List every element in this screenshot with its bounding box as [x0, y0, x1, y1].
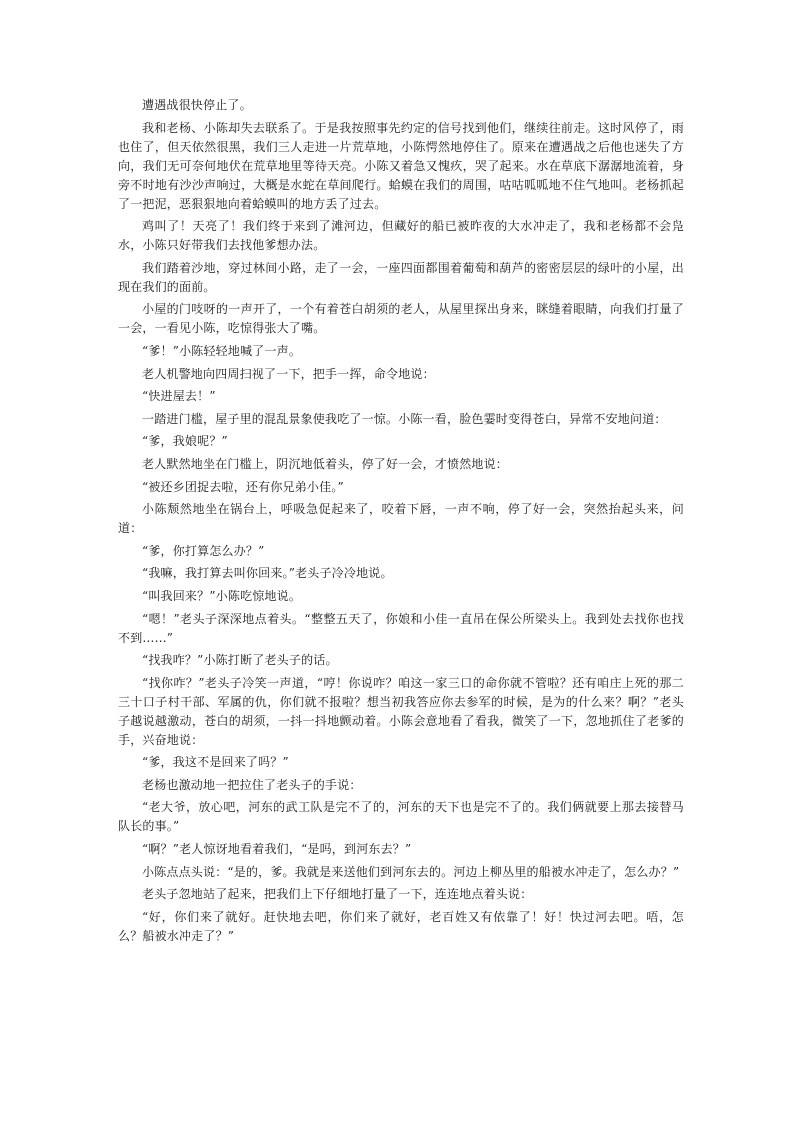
- paragraph: 老人机警地向四周扫视了一下，把手一挥，命令地说：: [142, 366, 435, 381]
- paragraph: “啊？”老人惊讶地看着我们，“是吗，到河东去？”: [142, 842, 412, 857]
- paragraph: “好，你们来了就好。赶快地去吧，你们来了就好，老百姓又有依靠了！好！快过河去吧。唔，怎么？船被水冲走了？”: [118, 909, 684, 943]
- paragraph: “快进屋去！”: [142, 389, 216, 404]
- paragraph: 遭遇战很快停止了。: [142, 98, 252, 112]
- paragraph: “爹，我这不是回来了吗？”: [142, 755, 289, 770]
- paragraph: 小屋的门吱呀的一声开了，一个有着苍白胡须的老人，从屋里探出身来，眯缝着眼睛，向我们打量了一会，一看见小陈，吃惊得张大了嘴。: [118, 302, 684, 336]
- paragraph: “爹，你打算怎么办？”: [142, 543, 265, 558]
- paragraph: 老头子忽地站了起来，把我们上下仔细地打量了一下，连连地点着头说：: [142, 887, 533, 902]
- paragraph: “叫我回来？”小陈吃惊地说。: [142, 588, 302, 603]
- paragraph: 老杨也激动地一把拉住了老头子的手说：: [142, 777, 362, 792]
- document-page: [118, 96, 684, 949]
- paragraph: 鸡叫了！天亮了！我们终于来到了滩河边，但藏好的船已被昨夜的大水冲走了，我和老杨都不会凫水，小陈只好带我们去找他爹想办法。: [118, 219, 684, 253]
- paragraph: “爹，我娘呢？”: [142, 434, 228, 449]
- paragraph: “我嘛，我打算去叫你回来。”老头子冷冷地说。: [142, 566, 393, 581]
- paragraph: “找你咋？”老头子冷笑一声道，“哼！你说咋？咱这一家三口的命你就不管啦？还有咱庄上死的那二三十口子村干部、军属的仇，你们就不报啦？想当初我答应你去参军的时候，是为的什么来？啊？”老头子越说越激动，苍白的胡须，一抖一抖地颤动着。小陈会意地看了看我，微笑了一下，忽地抓住了老爹的手，兴奋地说：: [118, 675, 684, 747]
- paragraph: 小陈颓然地坐在锅台上，呼吸急促起来了，咬着下唇，一声不响，停了好一会，突然抬起头来，问道：: [118, 502, 684, 536]
- paragraph: “老大爷，放心吧，河东的武工队是完不了的，河东的天下也是完不了的。我们俩就要上那去接替马队长的事。”: [118, 800, 684, 834]
- paragraph: 小陈点点头说：“是的，爹。我就是来送他们到河东去的。河边上柳丛里的船被水冲走了，怎么办？”: [142, 864, 680, 879]
- paragraph: 我和老杨、小陈却失去联系了。于是我按照事先约定的信号找到他们，继续往前走。这时风停了，雨也住了，但天依然很黑，我们三人走进一片荒草地，小陈愕然地停住了。原来在遭遇战之后他也迷失了方向，我们无可奈何地伏在荒草地里等待天亮。小陈又着急又愧疚，哭了起来。水在草底下潺潺地流着，身旁不时地有沙沙声响过，大概是水蛇在草间爬行。蛤蟆在我们的周围，咕咕呱呱地不住气地叫。老杨抓起了一把泥，恶狠狠地向着蛤蟆叫的地方丢了过去。: [118, 120, 684, 211]
- paragraph: 一踏进门槛，屋子里的混乱景象使我吃了一惊。小陈一看，脸色霎时变得苍白，异常不安地问道：: [142, 411, 667, 426]
- paragraph: “爹！”小陈轻轻地喊了一声。: [142, 343, 302, 358]
- paragraph: “嗯！”老头子深深地点着头。“整整五天了，你娘和小佳一直吊在保公所梁头上。我到处去找你也找不到……”: [118, 611, 684, 645]
- paragraph: “找我咋？”小陈打断了老头子的话。: [142, 653, 338, 668]
- paragraph: 我们踏着沙地，穿过林间小路，走了一会，一座四面都围着葡萄和葫芦的密密层层的绿叶的小屋，出现在我们的面前。: [118, 260, 684, 294]
- paragraph: 老人默然地坐在门槛上，阴沉地低着头，停了好一会，才愤然地说：: [142, 456, 509, 471]
- paragraph: “被还乡团捉去啦，还有你兄弟小佳。”: [142, 479, 344, 494]
